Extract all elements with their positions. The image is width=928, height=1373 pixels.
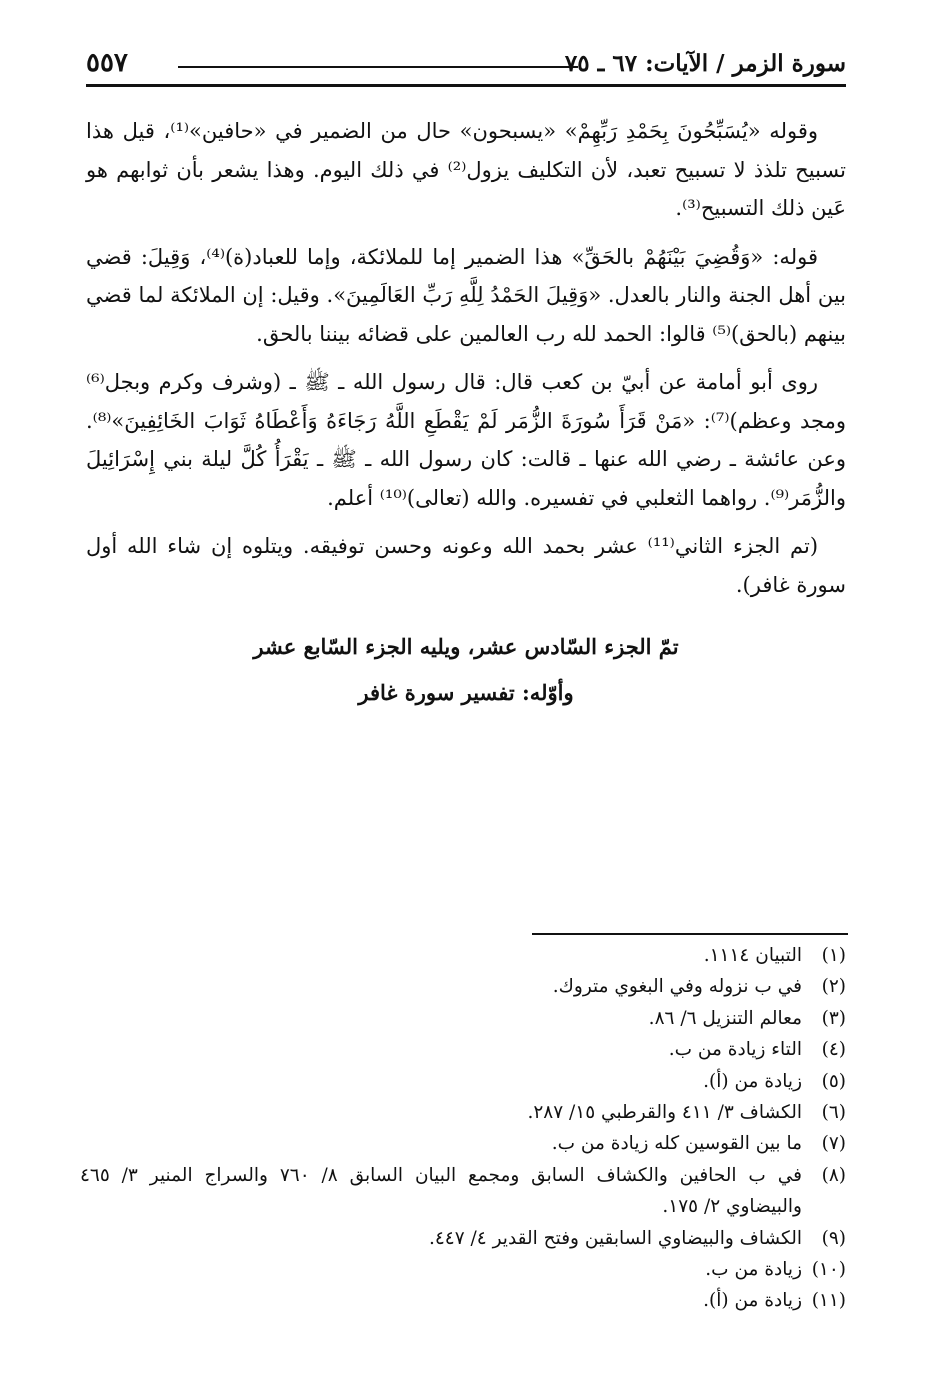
header-dash-line — [178, 66, 578, 68]
running-title: سورة الزمر / الآيات: ٦٧ ـ ٧٥ — [564, 50, 846, 77]
footnote-text: ما بين القوسين كله زيادة من ب. — [551, 1133, 802, 1155]
footnote-number: (٣) — [821, 1007, 846, 1029]
main-text — [86, 112, 846, 716]
footnote-text: في ب الحافين والكشاف السابق ومجمع البيان السابق ٨/ ٧٦٠ والسراج المنير ٣/ ٤٦٥ والبيضاوي ٢/ ١٧٥. — [80, 1164, 802, 1218]
footnote-item — [80, 940, 846, 971]
footnote-text: التبيان ١١١٤. — [703, 945, 802, 966]
paragraph-2: قوله: «وَقُضِيَ بَيْنَهُمْ بالحَقِّ» هذا الضمير إما للملائكة، وإما للعباد(ة)⁽⁴⁾، وَقِيلَ: قضي بين أهل الجنة والنار بالعدل. «وَقِيلَ الحَمْدُ لِلَّهِ رَبِّ العَالَمِينَ». وقيل: إن الملائكة لما قضي بينهم (بالحق)⁽⁵⁾ قالوا: الحمد لله رب العالمين على قضائه بيننا بالحق. — [86, 244, 846, 346]
footnote-text: التاء زيادة من ب. — [668, 1039, 802, 1061]
footnote-number: (٤) — [821, 1039, 846, 1061]
footnote-number: (١) — [821, 945, 846, 966]
footnote-number: (٧) — [821, 1133, 846, 1155]
paragraph-1: وقوله «يُسَبِّحُونَ بِحَمْدِ رَبِّهِمْ» «يسبحون» حال من الضمير في «حافين»⁽¹⁾، قيل هذا تسبيح تلذذ لا تسبيح تعبد، لأن التكليف يزول⁽²⁾ في ذلك اليوم. وهذا يشعر بأن ثوابهم هو عَين ذلك التسبيح⁽³⁾. — [86, 119, 846, 220]
footnote-number: (٢) — [821, 976, 846, 998]
page-header — [86, 44, 846, 84]
footnote-number: (١١) — [811, 1290, 846, 1312]
header-rule — [86, 84, 846, 87]
footnotes-list — [80, 940, 846, 1317]
footnote-text: زيادة من (أ). — [703, 1290, 802, 1312]
footnote-item — [80, 1160, 846, 1223]
footnote-number: (٩) — [821, 1227, 846, 1249]
footnote-text: في ب نزوله وفي البغوي متروك. — [552, 976, 802, 998]
closing-line-2: وأوّله: تفسير سورة غافر — [358, 680, 574, 705]
footnote-item — [80, 1285, 846, 1316]
footnote-item — [80, 971, 846, 1002]
footnote-text: زيادة من ب. — [705, 1259, 802, 1281]
footnote-number: (٨) — [821, 1164, 846, 1186]
footnote-number: (٦) — [821, 1102, 846, 1124]
volume-closing-note — [86, 624, 846, 716]
page-number: ٥٥٧ — [86, 48, 128, 78]
footnote-separator — [532, 933, 848, 935]
footnote-text: الكشاف والبيضاوي السابقين وفتح القدير ٤/ ٤٤٧. — [428, 1227, 802, 1249]
footnote-item — [80, 1223, 846, 1254]
paragraph-3: روى أبو أمامة عن أبيّ بن كعب قال: قال رسول الله ـ ﷺ ـ (وشرف وكرم وبجل⁽⁶⁾ ومجد وعظم)⁽⁷⁾: «مَنْ قَرَأَ سُورَةَ الزُّمَر لَمْ يَقْطَعِ اللَّهُ رَجَاءَهُ وَأَعْطَاهُ ثَوَابَ الخَائِفِينَ»⁽⁸⁾. وعن عائشة ـ رضي الله عنها ـ قالت: كان رسول الله ـ ﷺ ـ يَقْرَأُ كُلَّ ليلة بني إِسْرَائِيلَ والزُّمَر⁽⁹⁾. رواهما الثعلبي في تفسيره. والله (تعالى)⁽¹⁰⁾ أعلم. — [86, 370, 847, 510]
footnote-item — [80, 1066, 846, 1097]
footnote-text: زيادة من (أ). — [703, 1070, 802, 1092]
footnote-text: معالم التنزيل ٦/ ٨٦. — [648, 1007, 802, 1029]
footnote-number: (٥) — [821, 1070, 846, 1092]
footnote-item — [80, 1128, 846, 1159]
closing-line-1: تمّ الجزء السّادس عشر، ويليه الجزء السّابع عشر — [253, 634, 679, 659]
footnote-item — [80, 1097, 846, 1128]
footnote-number: (١٠) — [811, 1259, 846, 1281]
footnote-text: الكشاف ٣/ ٤١١ والقرطبي ١٥/ ٢٨٧. — [527, 1102, 802, 1124]
footnote-item — [80, 1034, 846, 1065]
footnote-item — [80, 1003, 846, 1034]
footnote-item — [80, 1254, 846, 1285]
paragraph-4: (تم الجزء الثاني⁽¹¹⁾ عشر بحمد الله وعونه وحسن توفيقه. ويتلوه إن شاء الله أول سورة غافر). — [86, 534, 846, 597]
